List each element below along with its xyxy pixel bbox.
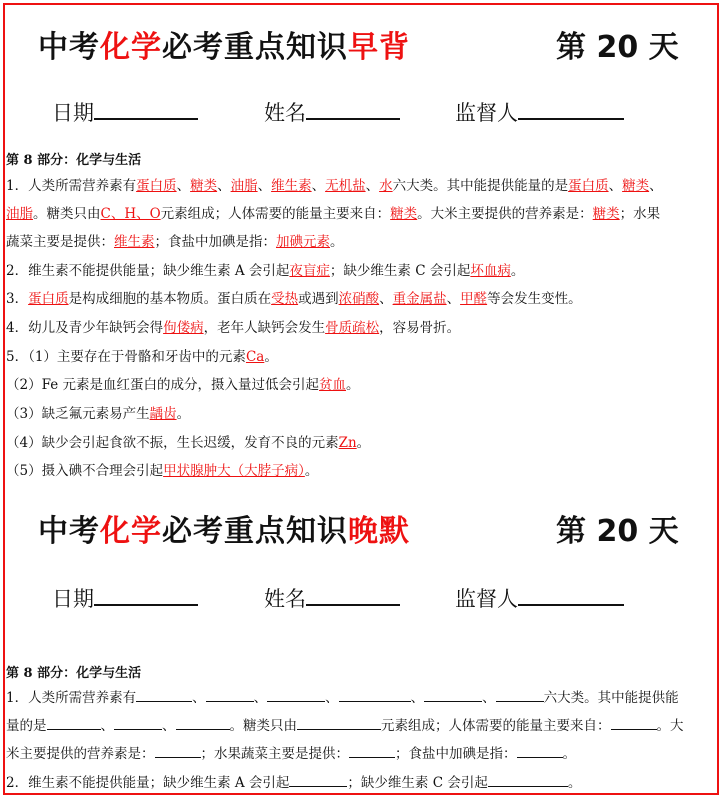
day-label: 第 20 天: [556, 30, 679, 65]
date-field: 日期: [52, 96, 198, 127]
name-field: 姓名: [264, 96, 400, 127]
item-5-3: （3）缺乏氟元素易产生龋齿。: [6, 406, 191, 422]
page-title: 中考化学必考重点知识早背: [38, 30, 410, 65]
item-3: 3．蛋白质是构成细胞的基本物质。蛋白质在受热或遇到浓硝酸、重金属盐、甲醛等会发生变性。: [6, 291, 582, 307]
day-label-evening: 第 20 天: [556, 514, 679, 549]
page-title-evening: 中考化学必考重点知识晚默: [38, 514, 410, 549]
item-1-line-1: 1．人类所需营养素有蛋白质、糖类、油脂、维生素、无机盐、水六大类。其中能提供能量的是蛋白质、糖类、: [6, 178, 663, 194]
part-heading-evening: 第 8 部分：化学与生活: [6, 666, 142, 681]
supervisor-field-evening: 监督人: [455, 582, 624, 613]
item-5-4: （4）缺少会引起食欲不振，生长迟缓，发育不良的元素Zn。: [6, 435, 371, 451]
item-1-line-2: 油脂。糖类只由C、H、O元素组成；人体需要的能量主要来自：糖类。大米主要提供的营养素是：糖类；水果: [6, 206, 661, 222]
evening-item-1-line-3: 米主要提供的营养素是： ；水果蔬菜主要是提供： ；食盐中加碘是指： 。: [6, 746, 576, 762]
evening-item-1-line-1: 1．人类所需营养素有 、 、 、 、 、 六大类。其中能提供能: [6, 690, 679, 706]
item-5-1: 5．（1）主要存在于骨骼和牙齿中的元素Ca。: [6, 349, 278, 365]
evening-item-2: 2．维生素不能提供能量；缺少维生素 A 会引起 ；缺少维生素 C 会引起 。: [6, 775, 582, 791]
name-field-evening: 姓名: [264, 582, 400, 613]
morning-section: [0, 8, 726, 138]
date-field-evening: 日期: [52, 582, 198, 613]
evening-section: [0, 492, 726, 624]
item-5-5: （5）摄入碘不合理会引起甲状腺肿大（大脖子病）。: [6, 463, 319, 479]
supervisor-field: 监督人: [455, 96, 624, 127]
item-5-2: （2）Fe 元素是血红蛋白的成分，摄入量过低会引起贫血。: [6, 377, 360, 393]
part-heading: 第 8 部分：化学与生活: [6, 153, 142, 168]
item-2: 2．维生素不能提供能量；缺少维生素 A 会引起夜盲症；缺少维生素 C 会引起坏血病。: [6, 263, 525, 279]
evening-item-1-line-2: 量的是 、 、 。糖类只由 元素组成；人体需要的能量主要来自： 。大: [6, 718, 684, 734]
item-4: 4．幼儿及青少年缺钙会得佝偻病，老年人缺钙会发生骨质疏松，容易骨折。: [6, 320, 461, 336]
item-1-line-3: 蔬菜主要是提供：维生素；食盐中加碘是指：加碘元素。: [6, 234, 344, 250]
